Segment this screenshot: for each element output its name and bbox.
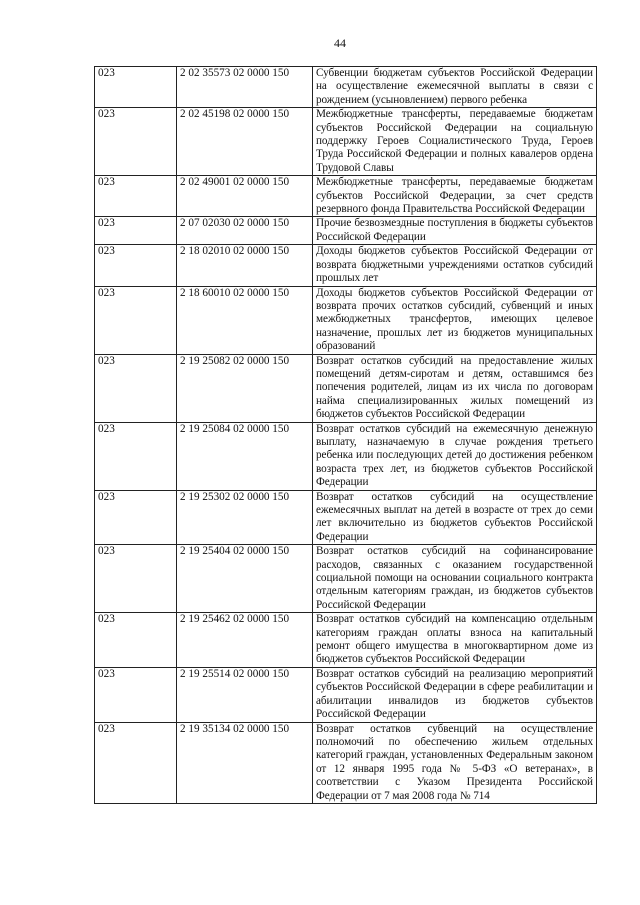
agency-code-cell: 023 bbox=[95, 613, 177, 668]
budget-code-cell: 2 19 25404 02 0000 150 bbox=[177, 545, 313, 613]
description-text: Возврат остатков субвенций на осуществление полномочий по обеспечению жильем отдельных категорий граждан, установленных Федеральным законом от 12 января 1995 года № 5-ФЗ «О ветеранах», в соответствии с Указом Президента Российской Федерации от 7 мая 2008 года № 714 bbox=[316, 722, 593, 802]
description-cell: Возврат остатков субсидий на предоставление жилых помещений детям-сиротам и детям, оставшимся без попечения родителей, лицам из их числа по договорам найма специализированных жилых помещений из бюджетов субъектов Российской Федерации bbox=[313, 354, 597, 422]
agency-code-cell: 023 bbox=[95, 354, 177, 422]
budget-code-cell: 2 07 02030 02 0000 150 bbox=[177, 217, 313, 245]
agency-code-cell: 023 bbox=[95, 245, 177, 286]
agency-code-cell: 023 bbox=[95, 667, 177, 722]
page-number: 44 bbox=[334, 36, 346, 50]
agency-code-cell: 023 bbox=[95, 422, 177, 490]
table-row bbox=[95, 667, 597, 722]
budget-code-cell: 2 19 25084 02 0000 150 bbox=[177, 422, 313, 490]
description-cell: Прочие безвозмездные поступления в бюджеты субъектов Российской Федерации bbox=[313, 217, 597, 245]
budget-code-cell: 2 02 35573 02 0000 150 bbox=[177, 67, 313, 108]
agency-code-cell: 023 bbox=[95, 490, 177, 545]
description-cell: Возврат остатков субсидий на компенсацию отдельным категориям граждан оплаты взноса на капитальный ремонт общего имущества в многоквартирном доме из бюджетов субъектов Российской Федерации bbox=[313, 613, 597, 668]
budget-code-cell: 2 19 25302 02 0000 150 bbox=[177, 490, 313, 545]
agency-code-cell: 023 bbox=[95, 176, 177, 217]
agency-code-cell: 023 bbox=[95, 108, 177, 176]
budget-code-cell: 2 18 02010 02 0000 150 bbox=[177, 245, 313, 286]
budget-code-cell: 2 18 60010 02 0000 150 bbox=[177, 286, 313, 354]
description-cell: Возврат остатков субсидий на реализацию мероприятий субъектов Российской Федерации в сфере реабилитации и абилитации инвалидов из бюджетов субъектов Российской Федерации bbox=[313, 667, 597, 722]
description-cell bbox=[313, 722, 597, 803]
budget-code-cell: 2 19 25514 02 0000 150 bbox=[177, 667, 313, 722]
table-row bbox=[95, 245, 597, 286]
agency-code-cell: 023 bbox=[95, 286, 177, 354]
table-row bbox=[95, 422, 597, 490]
description-cell: Межбюджетные трансферты, передаваемые бюджетам субъектов Российской Федерации на социальную поддержку Героев Социалистического Труда, Героев Труда Российской Федерации и полных кавалеров ордена Трудовой Славы bbox=[313, 108, 597, 176]
table-row bbox=[95, 108, 597, 176]
budget-code-cell: 2 02 45198 02 0000 150 bbox=[177, 108, 313, 176]
budget-code-cell: 2 19 25462 02 0000 150 bbox=[177, 613, 313, 668]
agency-code-cell: 023 bbox=[95, 217, 177, 245]
table-row bbox=[95, 722, 597, 803]
description-cell: Возврат остатков субсидий на ежемесячную денежную выплату, назначаемую в случае рождения третьего ребенка или последующих детей до достижения ребенком возраста трех лет, из бюджетов субъектов Российской Федерации bbox=[313, 422, 597, 490]
budget-code-cell: 2 02 49001 02 0000 150 bbox=[177, 176, 313, 217]
table-row bbox=[95, 286, 597, 354]
table-row bbox=[95, 613, 597, 668]
description-cell: Доходы бюджетов субъектов Российской Федерации от возврата прочих остатков субсидий, субвенций и иных межбюджетных трансфертов, имеющих целевое назначение, прошлых лет из бюджетов муниципальных образований bbox=[313, 286, 597, 354]
description-cell: Возврат остатков субсидий на софинансирование расходов, связанных с оказанием государственной социальной помощи на основании социального контракта отдельным категориям граждан, из бюджетов субъектов Российской Федерации bbox=[313, 545, 597, 613]
agency-code-cell: 023 bbox=[95, 722, 177, 803]
table-row bbox=[95, 67, 597, 108]
description-cell: Возврат остатков субсидий на осуществление ежемесячных выплат на детей в возрасте от трех до семи лет включительно из бюджетов субъектов Российской Федерации bbox=[313, 490, 597, 545]
budget-code-cell: 2 19 35134 02 0000 150 bbox=[177, 722, 313, 803]
table-row bbox=[95, 354, 597, 422]
description-cell: Субвенции бюджетам субъектов Российской Федерации на осуществление ежемесячной выплаты в связи с рождением (усыновлением) первого ребенка bbox=[313, 67, 597, 108]
description-cell: Межбюджетные трансферты, передаваемые бюджетам субъектов Российской Федерации, за счет средств резервного фонда Правительства Российской Федерации bbox=[313, 176, 597, 217]
table-row bbox=[95, 490, 597, 545]
table-row bbox=[95, 176, 597, 217]
description-cell: Доходы бюджетов субъектов Российской Федерации от возврата бюджетными учреждениями остатков субсидий прошлых лет bbox=[313, 245, 597, 286]
table-row bbox=[95, 545, 597, 613]
agency-code-cell: 023 bbox=[95, 67, 177, 108]
budget-code-cell: 2 19 25082 02 0000 150 bbox=[177, 354, 313, 422]
agency-code-cell: 023 bbox=[95, 545, 177, 613]
budget-classification-table bbox=[94, 66, 597, 804]
table-row bbox=[95, 217, 597, 245]
